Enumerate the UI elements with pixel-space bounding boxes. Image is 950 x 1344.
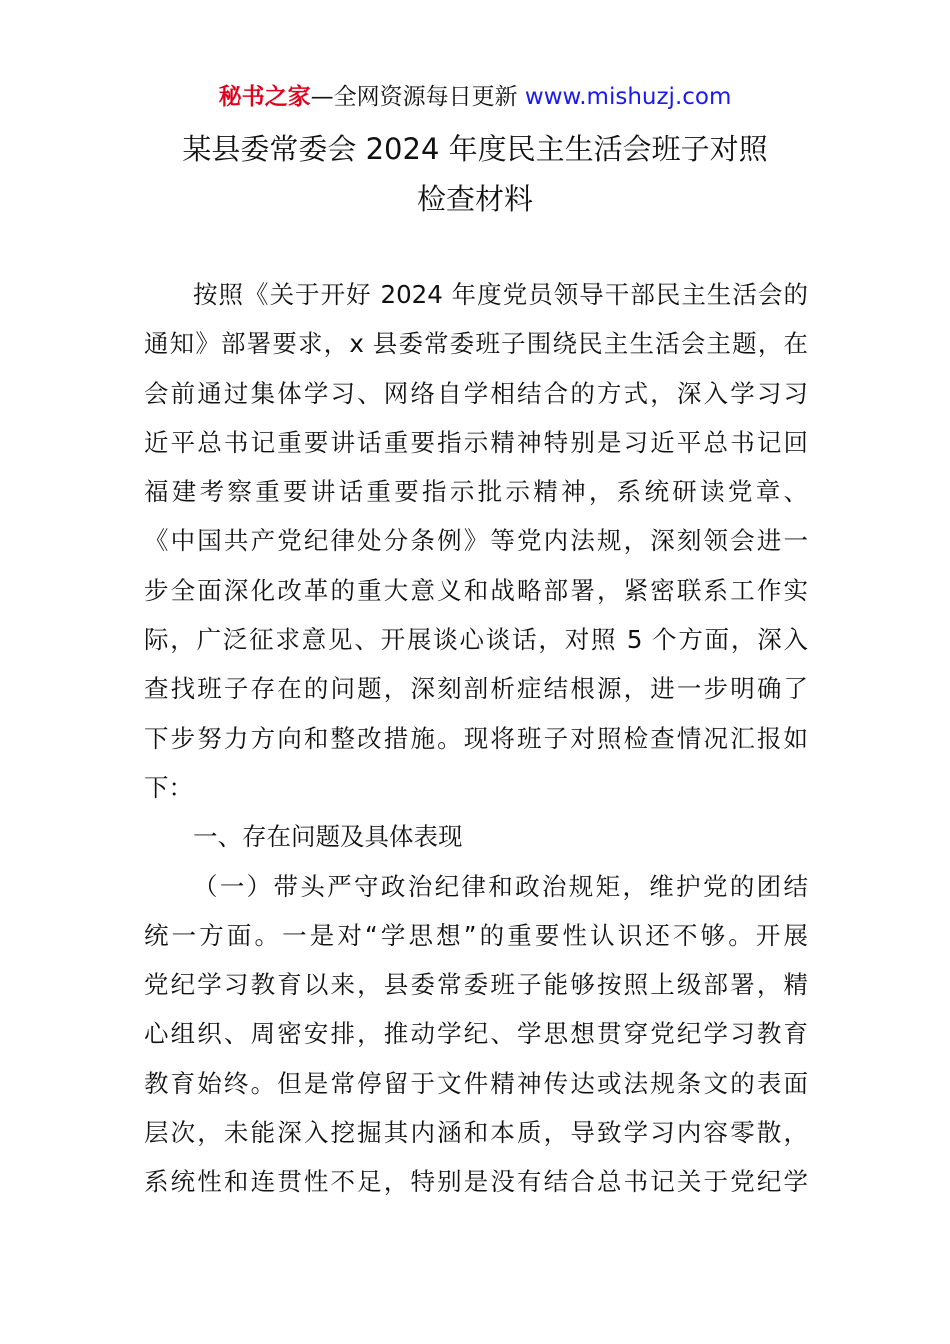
body-line: 福建考察重要讲话重要指示批示精神，系统研读党章、 xyxy=(144,477,808,507)
body-line: 通知》部署要求，x 县委常委班子围绕民主生活会主题，在 xyxy=(144,329,808,359)
body-line: 统一方面。一是对“学思想”的重要性认识还不够。开展 xyxy=(144,920,808,950)
body-line: 按照《关于开好 2024 年度党员领导干部民主生活会的 xyxy=(193,280,808,309)
body-line: 党纪学习教育以来，县委常委班子能够按照上级部署，精 xyxy=(144,970,808,1000)
body-line: 下步努力方向和整改措施。现将班子对照检查情况汇报如 xyxy=(144,723,808,753)
document-body xyxy=(144,270,808,1207)
body-line: （一）带头严守政治纪律和政治规矩，维护党的团结 xyxy=(193,871,808,901)
body-line: 步全面深化改革的重大意义和战略部署，紧密联系工作实 xyxy=(144,575,808,605)
body-line: 查找班子存在的问题，深刻剖析症结根源，进一步明确了 xyxy=(144,674,808,704)
section-heading: 一、存在问题及具体表现 xyxy=(193,822,463,852)
body-line: 教育始终。但是常停留于文件精神传达或法规条文的表面 xyxy=(144,1068,808,1098)
site-header xyxy=(0,80,950,114)
document-title xyxy=(0,124,950,224)
body-line: 系统性和连贯性不足，特别是没有结合总书记关于党纪学 xyxy=(144,1167,808,1197)
body-line: 《中国共产党纪律处分条例》等党内法规，深刻领会进一 xyxy=(144,526,808,556)
body-line: 际，广泛征求意见、开展谈心谈话，对照 5 个方面，深入 xyxy=(144,625,808,655)
body-line: 会前通过集体学习、网络自学相结合的方式，深入学习习 xyxy=(144,378,808,408)
title-line-2: 检查材料 xyxy=(416,182,533,216)
body-line: 下： xyxy=(144,772,193,802)
title-line-1: 某县委常委会 2024 年度民主生活会班子对照 xyxy=(182,132,768,166)
site-slogan: —全网资源每日更新 xyxy=(310,84,518,110)
body-line: 心组织、周密安排，推动学纪、学思想贯穿党纪学习教育 xyxy=(144,1019,808,1049)
body-line: 近平总书记重要讲话重要指示精神特别是习近平总书记回 xyxy=(144,427,808,457)
site-brand: 秘书之家 xyxy=(218,84,311,110)
site-url-link[interactable]: www.mishuzj.com xyxy=(524,84,732,110)
body-line: 层次，未能深入挖掘其内涵和本质，导致学习内容零散， xyxy=(144,1118,808,1148)
